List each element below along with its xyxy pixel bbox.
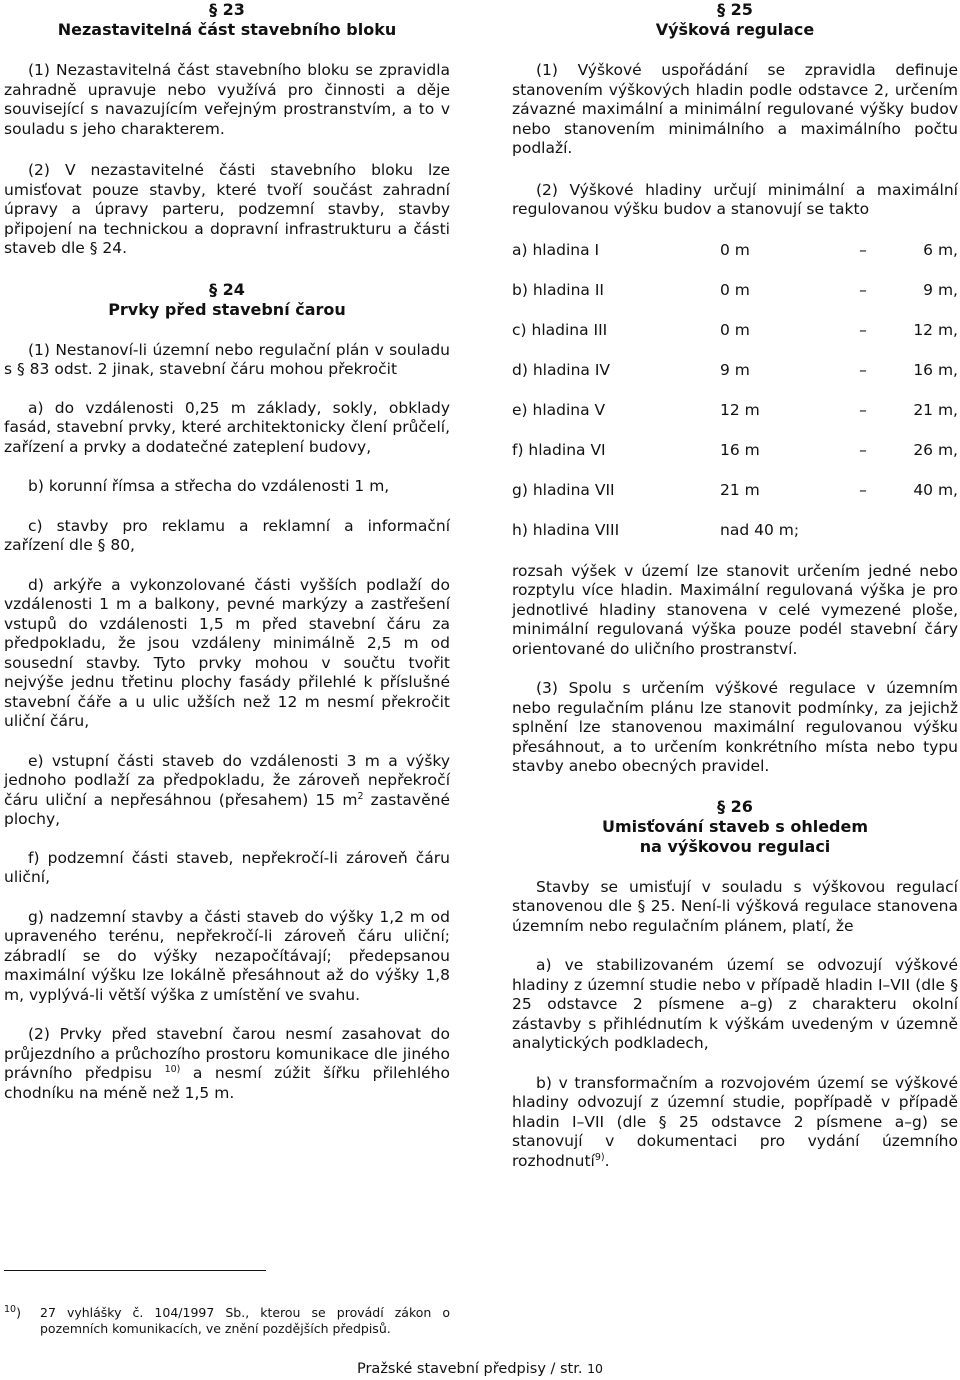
- height-level-to: 40 m,: [913, 480, 958, 499]
- section-23-paragraph-2: (2) V nezastavitelné části stavebního bloku lze umisťovat pouze stavby, které tvoří součást zahradní úpravy a úpravy parteru, podzemní stavby, stavby připojení na technickou a dopravní infrastrukturu a části staveb dle § 24.: [4, 161, 450, 257]
- section-24-paragraph-2: [4, 1025, 450, 1103]
- right-column: [512, 0, 958, 1171]
- section-25-paragraph-2: (2) Výškové hladiny určují minimální a maximální regulovanou výšku budov a stanovují se takto: [512, 180, 958, 218]
- section-25-number: § 25: [717, 0, 753, 19]
- section-24-item-b: b) korunní římsa a střecha do vzdálenosti 1 m,: [28, 477, 390, 495]
- section-25-paragraph-1: (1) Výškové uspořádání se zpravidla definuje stanovením výškových hladin podle odstavce 2, určením závazné maximální a minimální regulované výšky budov nebo stanovením minimálního a maximálního počtu podlaží.: [512, 61, 958, 157]
- height-levels-table: [512, 241, 958, 561]
- section-26-item-b: [512, 1074, 958, 1172]
- section-24-item-f: f) podzemní části staveb, nepřekročí-li zároveň čáru uliční,: [4, 848, 450, 886]
- height-level-row: [512, 401, 958, 441]
- height-level-dash: –: [859, 480, 867, 499]
- section-26-title-line-1: Umisťování staveb s ohledem: [601, 816, 869, 836]
- height-level-dash: [828, 521, 898, 561]
- section-24-title: Prvky před stavební čarou: [108, 299, 346, 319]
- height-level-row: [512, 321, 958, 361]
- section-25-paragraph-3: (3) Spolu s určením výškové regulace v územním nebo regulačním plánu lze stanovit podmínky, za jejichž splnění lze stanovenou maximální regulovanou výšku přesáhnout, a to určením konkrétního místa nebo typu stavby anebo obecných pravidel.: [512, 679, 958, 775]
- footnote-separator: [4, 1270, 266, 1271]
- height-level-from: 16 m: [720, 440, 760, 459]
- height-level-dash: –: [859, 360, 867, 379]
- height-level-from: 21 m: [720, 480, 760, 499]
- height-level-from: nad 40 m;: [720, 520, 800, 539]
- height-level-row: [512, 441, 958, 481]
- height-level-label: c) hladina III: [512, 320, 608, 339]
- height-level-dash: –: [859, 320, 867, 339]
- section-26-item-b-end: .: [604, 1151, 610, 1170]
- height-level-label: a) hladina I: [512, 240, 600, 259]
- height-level-to: 16 m,: [913, 360, 958, 379]
- footnote-mark: 10: [4, 1303, 17, 1315]
- footnote-ref-10: 10): [164, 1063, 181, 1075]
- height-level-label: e) hladina V: [512, 400, 606, 419]
- height-level-dash: –: [859, 440, 867, 459]
- section-26-item-b-text: b) v transformačním a rozvojovém území se výškové hladiny odvozují z územní studie, popřípadě v případě hladin I–VII (dle § 25 odstavce 2 písmene a–g) se stanovují v dokumentaci pro vydání územního rozhodnutí: [512, 1073, 958, 1170]
- footnote-ref-9: 9): [594, 1151, 605, 1163]
- height-level-to: 21 m,: [913, 400, 958, 419]
- height-level-label: b) hladina II: [512, 280, 604, 299]
- page-footer: [0, 1361, 960, 1377]
- section-24-item-e: [4, 752, 450, 830]
- section-23-paragraph-1: (1) Nezastavitelná část stavebního bloku se zpravidla zahradně upravuje nebo využívá pro činnosti a děje související s navazujícím veřejným prostranstvím, a to v souladu s jeho charakterem.: [4, 61, 450, 138]
- height-level-from: 0 m: [720, 280, 750, 299]
- height-level-to: [898, 521, 958, 561]
- section-26-number: § 26: [717, 796, 753, 816]
- section-24-item-c: c) stavby pro reklamu a reklamní a informační zařízení dle § 80,: [4, 516, 450, 554]
- height-level-from: 9 m: [720, 360, 750, 379]
- left-column: [4, 0, 450, 1103]
- section-23-number: § 23: [209, 0, 245, 19]
- section-25-levels-continuation: rozsah výšek v území lze stanovit určením jedné nebo rozptylu více hladin. Maximální regulovaná výška je pro jednotlivé hladiny stanovena v celé vymezené ploše, minimální regulovaná výška pouze podél stavební čáry orientované do uličního prostranství.: [512, 561, 958, 658]
- height-level-dash: –: [859, 240, 867, 259]
- height-level-row: [512, 241, 958, 281]
- height-level-row: [512, 481, 958, 521]
- section-24-item-e-text: e) vstupní části staveb do vzdálenosti 3 m a výšky jednoho podlaží za předpokladu, že zároveň nepřekročí čáru uliční a nepřesáhnou (přesahem) 15 m: [4, 751, 450, 809]
- height-level-dash: –: [859, 280, 867, 299]
- footnote-mark-paren: ): [16, 1305, 21, 1320]
- section-24-number: § 24: [209, 279, 245, 299]
- height-level-label: h) hladina VIII: [512, 520, 620, 539]
- height-level-label: d) hladina IV: [512, 360, 611, 379]
- section-24-paragraph-2-text: (2) Prvky před stavební čarou nesmí zasahovat do průjezdního a průchozího prostoru komunikace dle jiného právního předpisu: [4, 1025, 450, 1082]
- height-level-from: 12 m: [720, 400, 760, 419]
- height-level-row: [512, 361, 958, 401]
- footer-text: Pražské stavební předpisy / str.: [356, 1361, 583, 1377]
- footnote-10: [4, 1305, 450, 1337]
- height-level-to: 26 m,: [913, 440, 958, 459]
- height-level-from: 0 m: [720, 320, 750, 339]
- height-level-label: g) hladina VII: [512, 480, 615, 499]
- section-24-item-e-end: zastavěné plochy,: [4, 790, 450, 828]
- page-number: 10: [587, 1361, 603, 1376]
- section-25-heading: [512, 0, 958, 40]
- section-24-item-d: d) arkýře a vykonzolované části vyšších podlaží do vzdálenosti 1 m a balkony, pevné markýzy a zastřešení vstupů do vzdálenosti 1,5 m před stavební čáru za předpokladu, že jsou vzdáleny minimálně 2,5 m od sousední stavby. Tyto prvky mohou v součtu tvořit nejvýše jednu třetinu plochy fasády přilehlé k příslušné stavební čáře a u ulic užších než 12 m nesmí překročit uliční čáru,: [4, 575, 450, 730]
- height-level-to: 12 m,: [913, 320, 958, 339]
- height-level-row: [512, 521, 958, 561]
- section-26-title-line-2: na výškovou regulaci: [639, 836, 831, 856]
- section-23-heading: [4, 0, 450, 40]
- section-24-item-a: a) do vzdálenosti 0,25 m základy, sokly, obklady fasád, stavební prvky, které architektonicky člení průčelí, zařízení a prvky a dodatečné zateplení budovy,: [4, 398, 450, 456]
- section-24-item-g: g) nadzemní stavby a části staveb do výšky 1,2 m od upraveného terénu, nepřekročí-li zároveň čáru uliční; zábradlí se do výšky nezapočítávají; předepsanou maximální výšku lze lokálně přesáhnout až do výšky 1,8 m, vyplývá-li větší výška z umístění ve svahu.: [4, 907, 450, 1004]
- height-level-to: 9 m,: [923, 280, 958, 299]
- height-level-label: f) hladina VI: [512, 440, 606, 459]
- section-26-paragraph-1: Stavby se umisťují v souladu s výškovou regulací stanovenou dle § 25. Není-li výšková regulace stanovena územním nebo regulačním plánem, platí, že: [512, 877, 958, 935]
- height-level-to: 6 m,: [923, 240, 958, 259]
- height-level-row: [512, 281, 958, 321]
- section-24-heading: [4, 280, 450, 320]
- height-level-from: 0 m: [720, 240, 750, 259]
- footnote-text: 27 vyhlášky č. 104/1997 Sb., kterou se provádí zákon o pozemních komunikacích, ve znění pozdějších předpisů.: [40, 1305, 450, 1336]
- section-23-title: Nezastavitelná část stavebního bloku: [57, 20, 397, 39]
- section-26-heading: [512, 797, 958, 857]
- section-24-paragraph-1: (1) Nestanoví-li územní nebo regulační plán v souladu s § 83 odst. 2 jinak, stavební čáru mohou překročit: [4, 340, 450, 378]
- section-25-title: Výšková regulace: [655, 20, 815, 39]
- section-26-item-a: a) ve stabilizovaném území se odvozují výškové hladiny z územní studie nebo v případě hladin I–VII (dle § 25 odstavce 2 písmene a–g) z charakteru okolní zástavby s přihlédnutím k výškám uvedeným v územně analytických podkladech,: [512, 956, 958, 1052]
- superscript-2: 2: [357, 790, 364, 802]
- section-24-paragraph-2-end: a nesmí zúžit šířku přilehlého chodníku na méně než 1,5 m.: [4, 1064, 450, 1102]
- height-level-dash: –: [859, 400, 867, 419]
